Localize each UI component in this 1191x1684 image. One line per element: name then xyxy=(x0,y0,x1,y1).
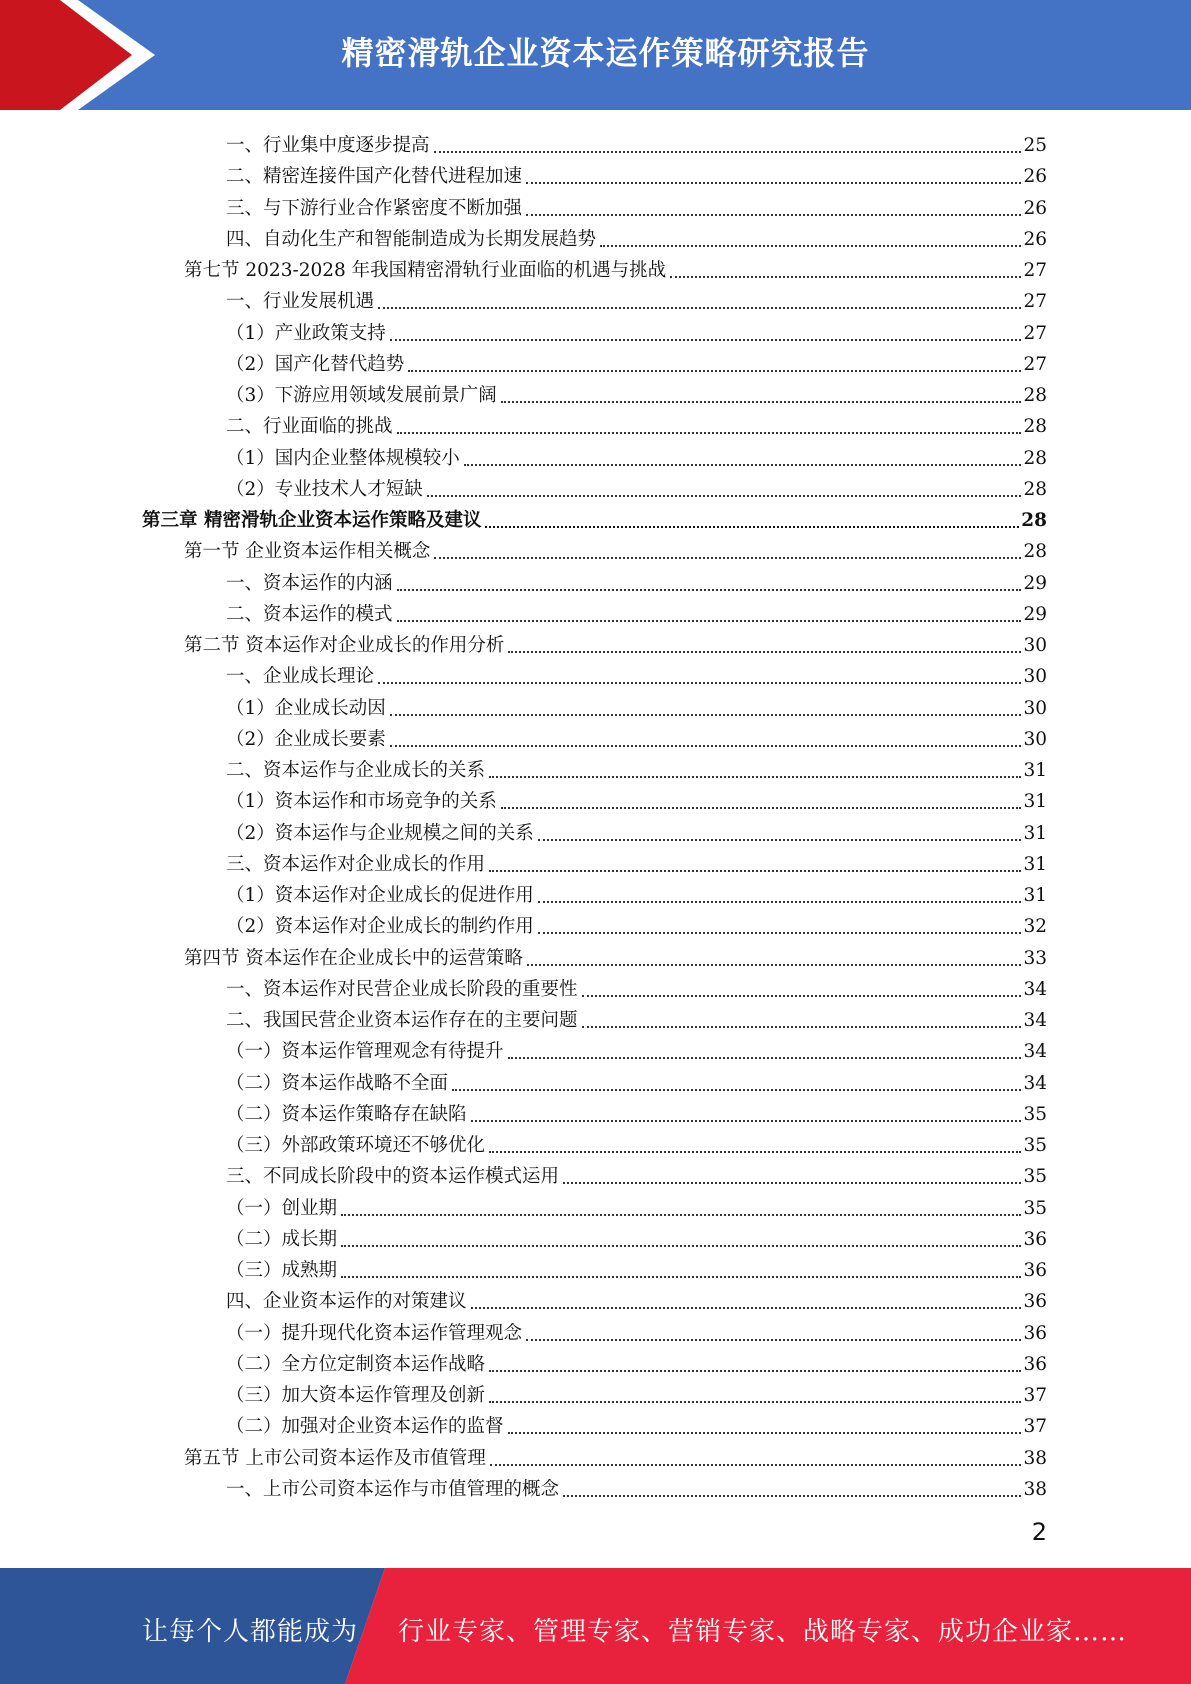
dot-leader xyxy=(471,1306,1022,1309)
dot-leader xyxy=(670,275,1021,278)
dot-leader xyxy=(390,713,1022,716)
dot-leader xyxy=(489,775,1021,778)
toc-entry[interactable] xyxy=(226,158,1047,189)
toc-entry-label: （二）加强对企业资本运作的监督 xyxy=(226,1416,504,1438)
footer-banner xyxy=(0,1568,1191,1684)
toc-entry[interactable] xyxy=(226,1377,1047,1408)
toc-entry-label: 四、企业资本运作的对策建议 xyxy=(226,1291,467,1313)
toc-entry-page: 30 xyxy=(1023,697,1047,719)
dot-leader xyxy=(490,1463,1022,1466)
toc-entry[interactable] xyxy=(184,940,1047,971)
toc-entry-label: 一、资本运作的内涵 xyxy=(226,572,393,594)
toc-entry-label: （1）资本运作对企业成长的促进作用 xyxy=(226,885,534,906)
toc-entry-label: 四、自动化生产和智能制造成为长期发展趋势 xyxy=(226,228,597,250)
dot-leader xyxy=(563,1181,1021,1184)
toc-entry[interactable] xyxy=(226,565,1047,596)
dot-leader xyxy=(508,650,1021,653)
toc-entry-page: 30 xyxy=(1023,666,1047,688)
dot-leader xyxy=(464,463,1022,466)
dot-leader xyxy=(341,1213,1021,1216)
dot-leader xyxy=(526,1338,1021,1341)
dot-leader xyxy=(397,588,1022,591)
toc-entry[interactable] xyxy=(226,315,1047,346)
toc-entry[interactable] xyxy=(226,346,1047,377)
dot-leader xyxy=(501,400,1022,403)
toc-entry-page: 36 xyxy=(1023,1353,1047,1375)
toc-entry[interactable] xyxy=(226,658,1047,689)
toc-entry-page: 31 xyxy=(1023,822,1047,844)
dot-leader xyxy=(434,150,1022,153)
toc-entry-page: 28 xyxy=(1023,541,1047,563)
toc-entry-page: 36 xyxy=(1023,1291,1047,1313)
toc-entry-label: （2）资本运作对企业成长的制约作用 xyxy=(226,916,534,938)
toc-entry[interactable] xyxy=(226,1065,1047,1096)
toc-entry-page: 32 xyxy=(1023,916,1047,938)
toc-entry-page: 27 xyxy=(1023,322,1047,344)
toc-entry-page: 28 xyxy=(1023,416,1047,438)
toc-entry[interactable] xyxy=(226,127,1047,158)
toc-entry[interactable] xyxy=(226,1190,1047,1221)
dot-leader xyxy=(563,1494,1021,1497)
dot-leader xyxy=(397,431,1022,434)
toc-entry[interactable] xyxy=(226,1315,1047,1346)
toc-entry-page: 26 xyxy=(1023,166,1047,188)
toc-entry[interactable] xyxy=(226,690,1047,721)
toc-entry-label: 第四节 资本运作在企业成长中的运营策略 xyxy=(184,947,523,969)
toc-entry[interactable] xyxy=(184,533,1047,564)
toc-entry[interactable] xyxy=(226,408,1047,439)
toc-entry-label: 二、资本运作的模式 xyxy=(226,603,393,625)
toc-entry-page: 38 xyxy=(1023,1447,1047,1469)
toc-entry-label: （1）资本运作和市场竞争的关系 xyxy=(226,791,497,813)
dot-leader xyxy=(582,994,1022,997)
toc-entry-page: 30 xyxy=(1023,635,1047,656)
toc-entry-page: 31 xyxy=(1023,760,1047,781)
toc-entry[interactable] xyxy=(226,221,1047,252)
toc-entry[interactable] xyxy=(226,1346,1047,1377)
dot-leader xyxy=(508,1431,1022,1434)
toc-entry-page: 34 xyxy=(1023,1010,1047,1031)
toc-entry-label: （二）资本运作策略存在缺陷 xyxy=(226,1103,467,1125)
page-number: 2 xyxy=(1031,1518,1047,1546)
toc-entry-label: 第一节 企业资本运作相关概念 xyxy=(184,541,431,563)
toc-entry-page: 28 xyxy=(1023,447,1047,469)
toc-entry-label: 一、行业发展机遇 xyxy=(226,291,375,313)
toc-entry[interactable] xyxy=(226,1471,1047,1502)
toc-entry[interactable] xyxy=(226,1221,1047,1252)
toc-entry-label: 二、行业面临的挑战 xyxy=(226,416,393,438)
toc-entry[interactable] xyxy=(184,1440,1047,1471)
toc-entry-page: 31 xyxy=(1023,791,1047,813)
toc-entry[interactable] xyxy=(226,1408,1047,1439)
dot-leader xyxy=(378,306,1021,309)
toc-entry[interactable] xyxy=(226,1127,1047,1158)
toc-entry-label: （1）企业成长动因 xyxy=(226,697,386,719)
dot-leader xyxy=(489,1150,1021,1153)
dot-leader xyxy=(501,806,1022,809)
toc-entry-page: 37 xyxy=(1023,1385,1047,1406)
toc-entry[interactable] xyxy=(226,1283,1047,1314)
toc-entry-label: （三）加大资本运作管理及创新 xyxy=(226,1385,486,1406)
toc-entry[interactable] xyxy=(226,908,1047,939)
toc-entry-page: 25 xyxy=(1023,135,1047,156)
toc-entry-page: 28 xyxy=(1023,478,1047,500)
toc-entry-label: 第三章 精密滑轨企业资本运作策略及建议 xyxy=(142,510,482,531)
toc-entry-label: （1）国内企业整体规模较小 xyxy=(226,447,460,469)
toc-entry-page: 36 xyxy=(1023,1260,1047,1281)
toc-entry-label: 二、精密连接件国产化替代进程加速 xyxy=(226,166,523,188)
toc-entry-label: 三、不同成长阶段中的资本运作模式运用 xyxy=(226,1166,560,1188)
toc-entry-label: 第五节 上市公司资本运作及市值管理 xyxy=(184,1447,486,1469)
toc-entry[interactable] xyxy=(184,627,1047,658)
toc-entry[interactable] xyxy=(226,846,1047,877)
toc-entry-label: （2）资本运作与企业规模之间的关系 xyxy=(226,822,534,844)
toc-entry-page: 29 xyxy=(1023,603,1047,625)
header-banner xyxy=(0,0,1191,110)
toc-entry-page: 34 xyxy=(1023,1072,1047,1094)
toc-entry-label: （一）资本运作管理观念有待提升 xyxy=(226,1041,504,1063)
toc-entry-label: （2）企业成长要素 xyxy=(226,728,386,750)
dot-leader xyxy=(526,181,1021,184)
toc-entry-page: 30 xyxy=(1023,728,1047,750)
toc-entry-label: （二）资本运作战略不全面 xyxy=(226,1072,449,1094)
dot-leader xyxy=(378,681,1021,684)
toc-entry[interactable] xyxy=(226,1096,1047,1127)
toc-entry-label: 一、上市公司资本运作与市值管理的概念 xyxy=(226,1478,560,1500)
toc-entry[interactable] xyxy=(226,1033,1047,1064)
dot-leader xyxy=(427,494,1022,497)
toc-entry-label: （一）创业期 xyxy=(226,1197,338,1219)
toc-entry-label: 二、我国民营企业资本运作存在的主要问题 xyxy=(226,1010,578,1031)
toc-entry-label: 第七节 2023-2028 年我国精密滑轨行业面临的机遇与挑战 xyxy=(184,260,667,281)
toc-entry[interactable] xyxy=(142,502,1047,533)
toc-entry-page: 36 xyxy=(1023,1228,1047,1250)
dot-leader xyxy=(434,556,1021,559)
toc-entry-label: （2）专业技术人才短缺 xyxy=(226,478,423,500)
toc-entry[interactable] xyxy=(226,721,1047,752)
dot-leader xyxy=(390,744,1022,747)
toc-entry-page: 37 xyxy=(1023,1416,1047,1438)
toc-entry-label: 三、与下游行业合作紧密度不断加强 xyxy=(226,197,523,219)
toc-entry-page: 35 xyxy=(1023,1135,1047,1156)
toc-entry-label: （一）提升现代化资本运作管理观念 xyxy=(226,1322,523,1344)
toc-entry[interactable] xyxy=(226,190,1047,221)
dot-leader xyxy=(452,1088,1021,1091)
toc-entry-page: 38 xyxy=(1023,1478,1047,1500)
dot-leader xyxy=(397,619,1022,622)
dot-leader xyxy=(485,525,1019,528)
dot-leader xyxy=(538,931,1022,934)
toc-entry-label: （三）成熟期 xyxy=(226,1260,338,1281)
toc-entry-page: 29 xyxy=(1023,572,1047,594)
dot-leader xyxy=(538,838,1022,841)
toc-entry-label: （三）外部政策环境还不够优化 xyxy=(226,1135,486,1156)
toc-entry-page: 27 xyxy=(1023,353,1047,375)
toc-entry-label: 一、行业集中度逐步提高 xyxy=(226,135,430,156)
toc-entry-label: 一、资本运作对民营企业成长阶段的重要性 xyxy=(226,978,578,1000)
dot-leader xyxy=(508,1056,1022,1059)
toc-entry-label: （3）下游应用领域发展前景广阔 xyxy=(226,385,497,406)
footer-slogan-right: 行业专家、管理专家、营销专家、战略专家、成功企业家…… xyxy=(398,1617,1128,1647)
toc-entry-label: 一、企业成长理论 xyxy=(226,666,375,688)
dot-leader xyxy=(600,244,1021,247)
toc-entry[interactable] xyxy=(226,783,1047,814)
dot-leader xyxy=(489,1369,1021,1372)
dot-leader xyxy=(341,1275,1021,1278)
toc-entry[interactable] xyxy=(226,815,1047,846)
toc-entry[interactable] xyxy=(226,1252,1047,1283)
toc-entry-page: 26 xyxy=(1023,197,1047,219)
dot-leader xyxy=(527,963,1022,966)
toc-entry[interactable] xyxy=(184,252,1047,283)
toc-entry-page: 31 xyxy=(1023,853,1047,875)
toc-entry-page: 35 xyxy=(1023,1166,1047,1188)
toc-entry[interactable] xyxy=(226,971,1047,1002)
dot-leader xyxy=(471,1119,1022,1122)
dot-leader xyxy=(408,369,1021,372)
toc-entry-page: 35 xyxy=(1023,1197,1047,1219)
toc-entry-page: 34 xyxy=(1023,978,1047,1000)
toc-entry[interactable] xyxy=(226,471,1047,502)
toc-entry-page: 26 xyxy=(1023,228,1047,250)
toc-entry-page: 31 xyxy=(1023,885,1047,906)
toc-entry-page: 28 xyxy=(1021,510,1047,531)
toc-entry-page: 33 xyxy=(1023,947,1047,969)
toc-entry-label: 三、资本运作对企业成长的作用 xyxy=(226,853,486,875)
toc-entry[interactable] xyxy=(226,283,1047,314)
toc-entry-label: （1）产业政策支持 xyxy=(226,322,386,344)
toc-entry[interactable] xyxy=(226,752,1047,783)
toc-entry[interactable] xyxy=(226,377,1047,408)
toc-entry-page: 35 xyxy=(1023,1103,1047,1125)
dot-leader xyxy=(341,1244,1021,1247)
toc-entry-label: 第二节 资本运作对企业成长的作用分析 xyxy=(184,635,505,656)
dot-leader xyxy=(582,1025,1022,1028)
toc-entry-page: 28 xyxy=(1023,385,1047,406)
toc-entry-page: 27 xyxy=(1023,291,1047,313)
footer-slogan-left: 让每个人都能成为 xyxy=(142,1617,359,1647)
toc-entry-page: 34 xyxy=(1023,1041,1047,1063)
dot-leader xyxy=(489,869,1021,872)
toc-entry-page: 36 xyxy=(1023,1322,1047,1344)
toc-entry-label: （二）全方位定制资本运作战略 xyxy=(226,1353,486,1375)
toc-entry-page: 27 xyxy=(1023,260,1047,281)
dot-leader xyxy=(390,338,1022,341)
toc-entry-label: （二）成长期 xyxy=(226,1228,338,1250)
toc-entry-label: 二、资本运作与企业成长的关系 xyxy=(226,760,486,781)
dot-leader xyxy=(538,900,1022,903)
toc-entry[interactable] xyxy=(226,877,1047,908)
toc-entry-label: （2）国产化替代趋势 xyxy=(226,353,405,375)
dot-leader xyxy=(489,1400,1021,1403)
toc-entry[interactable] xyxy=(226,1158,1047,1189)
toc-entry[interactable] xyxy=(226,440,1047,471)
toc-entry[interactable] xyxy=(226,596,1047,627)
document-title: 精密滑轨企业资本运作策略研究报告 xyxy=(341,34,870,72)
toc-entry[interactable] xyxy=(226,1002,1047,1033)
dot-leader xyxy=(526,213,1021,216)
